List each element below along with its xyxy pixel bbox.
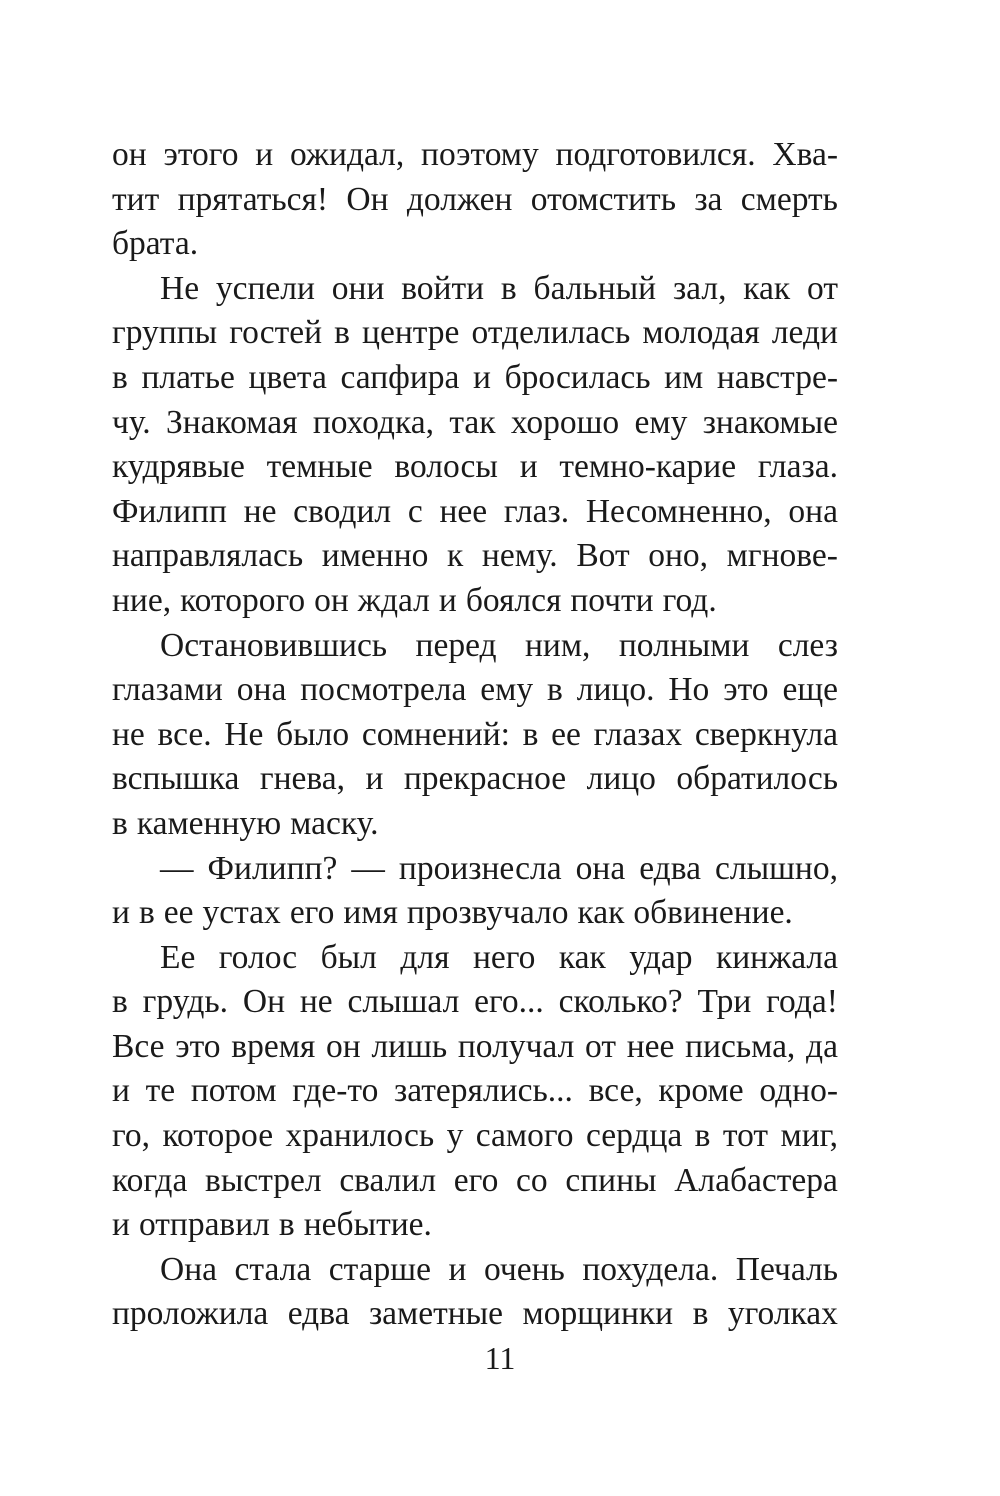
- text-line: ние, которого он ждал и боялся почти год.: [112, 581, 717, 619]
- text-line: в платье цвета сапфира и бросилась им навстре-: [112, 358, 838, 396]
- text-line: Не успели они войти в бальный зал, как от: [160, 269, 838, 307]
- text-line: кудрявые темные волосы и темно-карие глаза.: [112, 448, 838, 486]
- text-line: тит прятаться! Он должен отомстить за смерть: [112, 180, 838, 218]
- text-line: Филипп не сводил с нее глаз. Несомненно, она: [112, 492, 838, 530]
- text-line: он этого и ожидал, поэтому подготовился. Хва-: [112, 136, 838, 173]
- text-line: глазами она посмотрела ему в лицо. Но это еще: [112, 671, 838, 709]
- text-line: Она стала старше и очень похудела. Печаль: [160, 1250, 838, 1288]
- text-line: брата.: [112, 225, 199, 263]
- text-line: и в ее устах его имя прозвучало как обвинение.: [112, 894, 793, 932]
- text-line: в грудь. Он не слышал его... сколько? Три года!: [112, 983, 838, 1021]
- text-line: направлялась именно к нему. Вот оно, мгнове-: [112, 537, 838, 575]
- text-line: Все это время он лишь получал от нее письма, да: [112, 1027, 838, 1065]
- text-line: Ее голос был для него как удар кинжала: [160, 938, 838, 976]
- text-line: Остановившись перед ним, полными слез: [160, 626, 838, 664]
- text-line: проложила едва заметные морщинки в уголках: [112, 1295, 838, 1333]
- text-line: — Филипп? — произнесла она едва слышно,: [160, 849, 838, 887]
- text-line: чу. Знакомая походка, так хорошо ему знакомые: [112, 403, 838, 441]
- text-line: не все. Не было сомнений: в ее глазах сверкнула: [112, 715, 838, 753]
- text-line: в каменную маску.: [112, 804, 379, 842]
- page-number: 11: [484, 1340, 516, 1376]
- text-line: го, которое хранилось у самого сердца в тот миг,: [112, 1117, 838, 1155]
- text-line: вспышка гнева, и прекрасное лицо обратилось: [112, 760, 838, 798]
- text-line: и те потом где-то затерялись... все, кроме одно-: [112, 1072, 838, 1110]
- body-text: [112, 133, 838, 1337]
- text-line: и отправил в небытие.: [112, 1206, 432, 1244]
- text-line: группы гостей в центре отделилась молодая леди: [112, 314, 838, 352]
- text-line: когда выстрел свалил его со спины Алабастера: [112, 1161, 838, 1199]
